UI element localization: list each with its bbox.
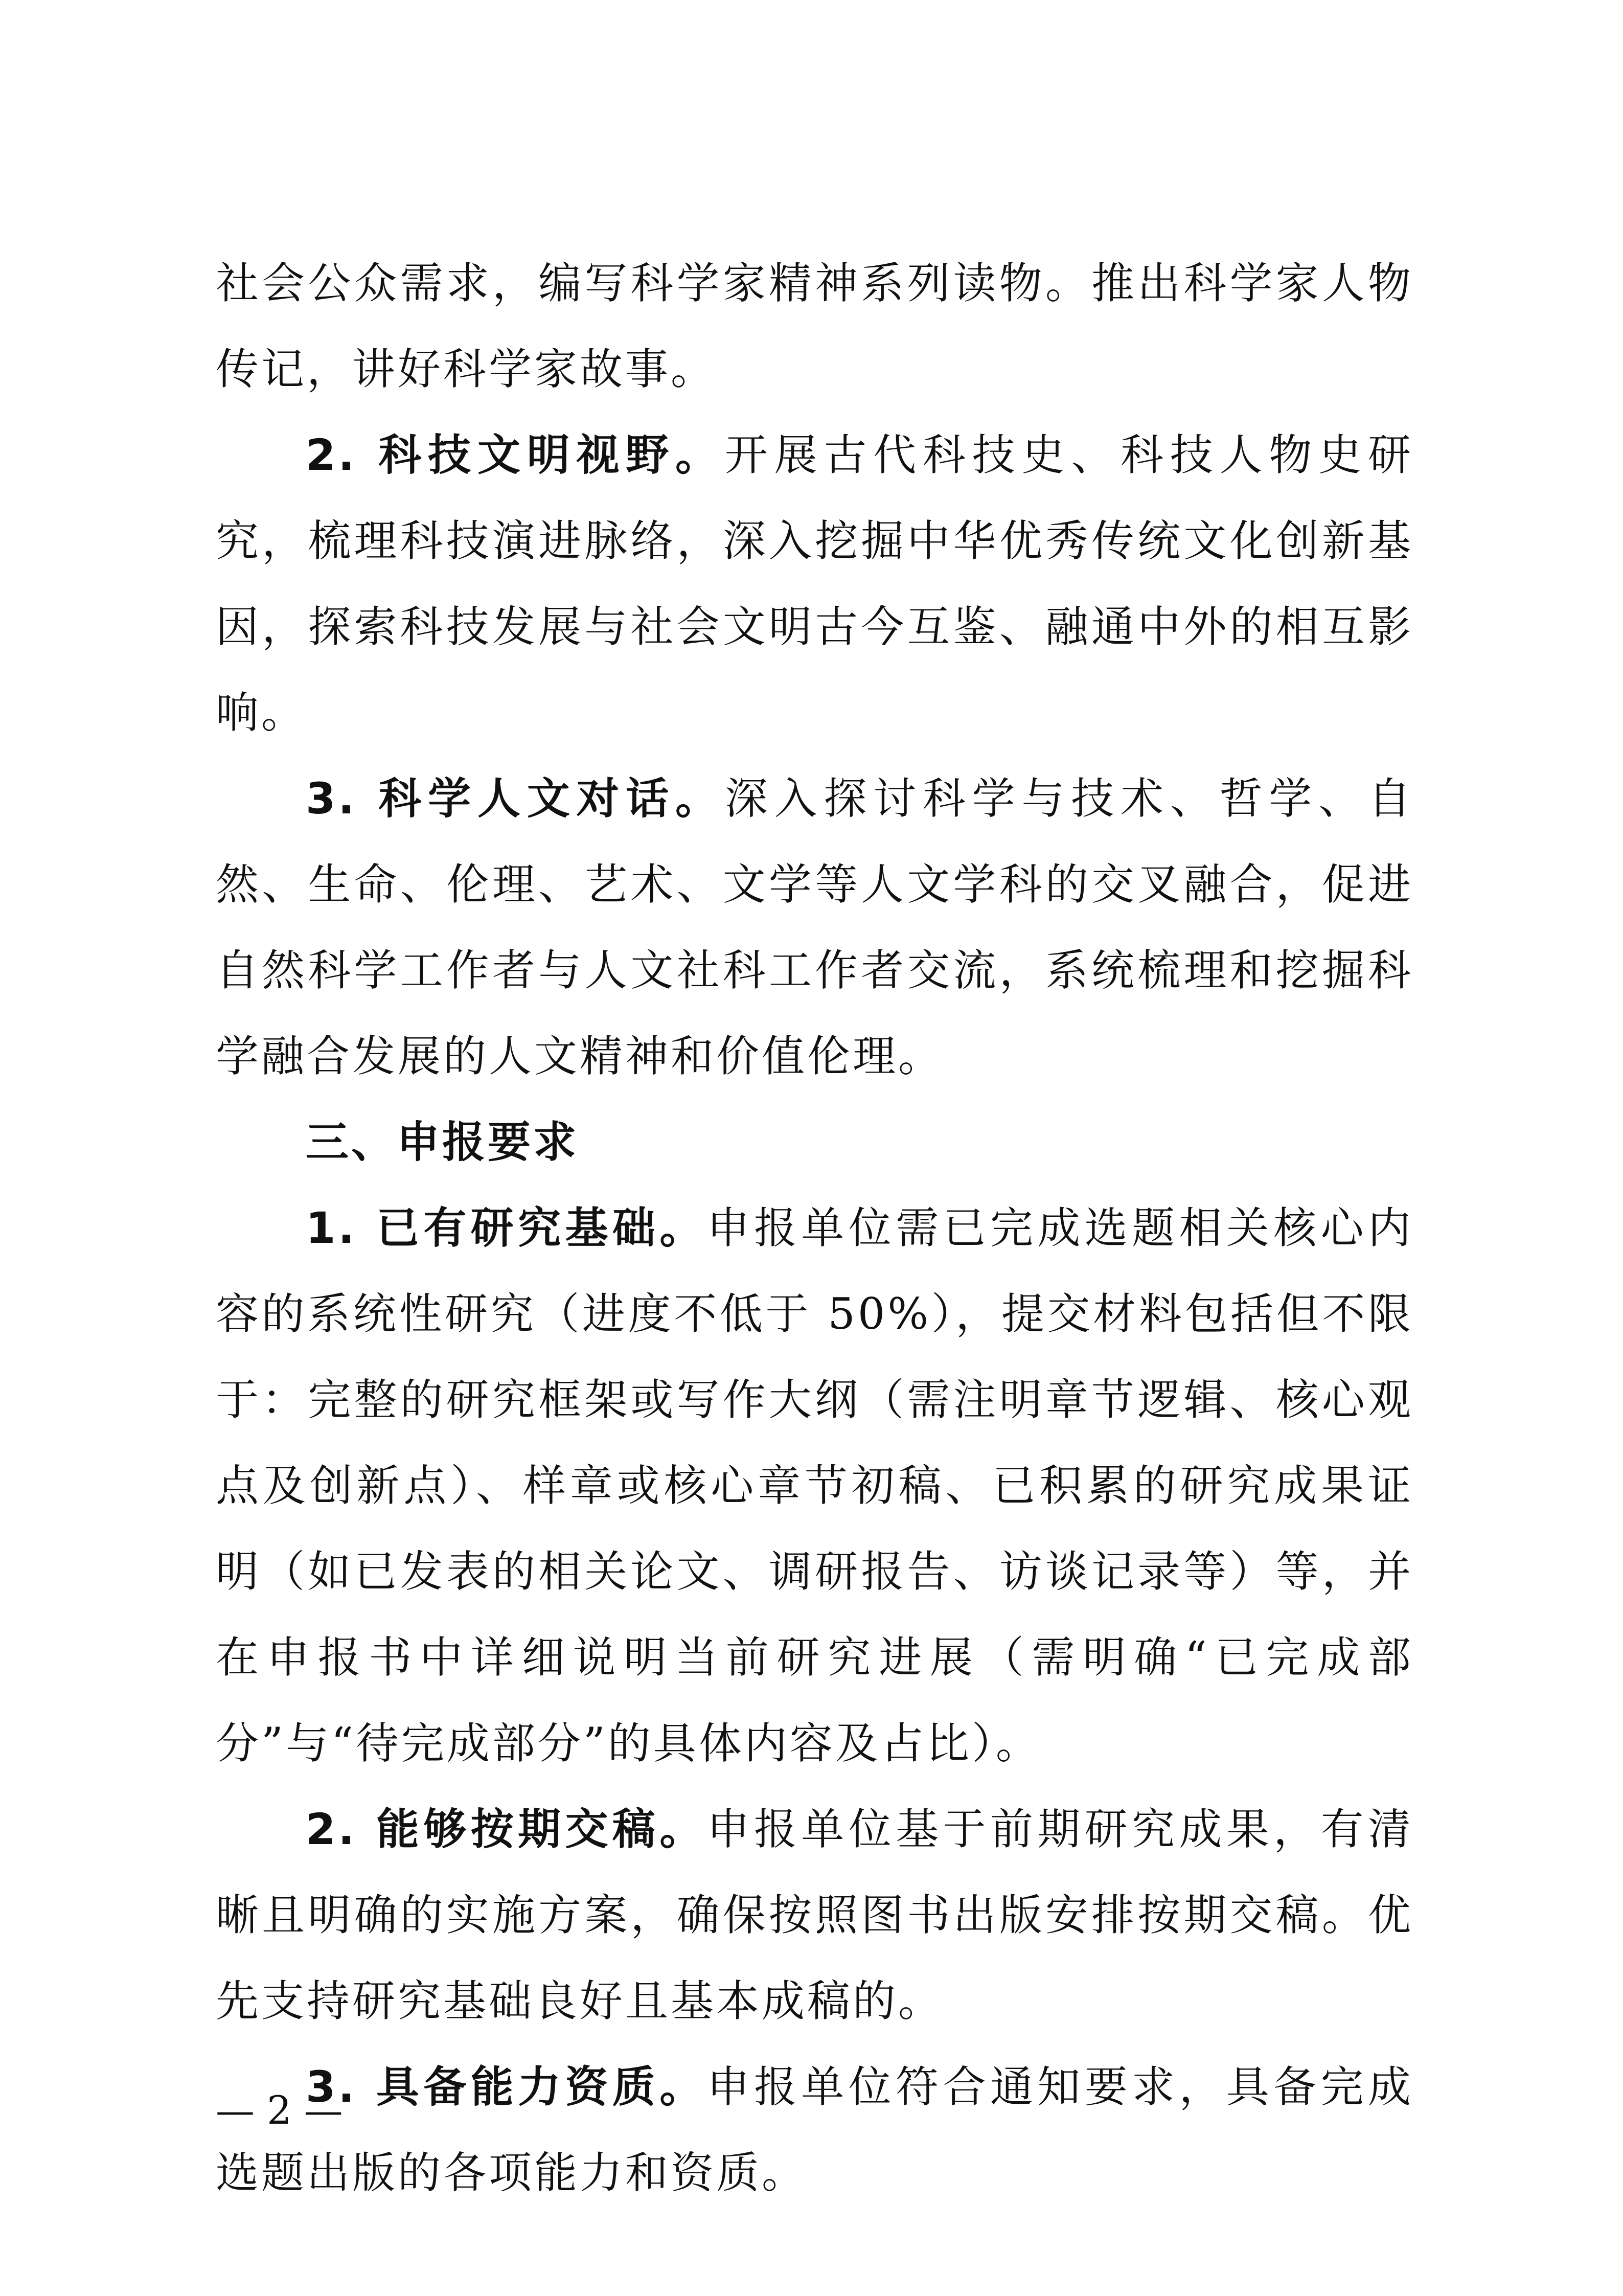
page-number: — 2 —: [216, 2087, 343, 2133]
paragraph-text: 社会公众需求，编写科学家精神系列读物。推出科学家人物传记，讲好科学家故事。: [216, 258, 1413, 394]
requirement-on-time-delivery: [216, 1786, 1413, 2044]
paragraph-continuation: [216, 240, 1413, 412]
requirement-lead: 1. 已有研究基础。: [306, 1203, 707, 1253]
requirement-text: 申报单位符合通知要求，具备完成选题出版的各项能力和资质。: [216, 2062, 1413, 2198]
requirement-research-basis: [216, 1185, 1413, 1786]
requirement-lead: 3. 具备能力资质。: [306, 2062, 707, 2112]
requirement-text: 申报单位基于前期研究成果，有清晰且明确的实施方案，确保按照图书出版安排按期交稿。优先支持研究基础良好且基本成稿的。: [216, 1804, 1413, 2026]
paragraph-lead: 2. 科技文明视野。: [306, 430, 725, 480]
requirement-qualification: [216, 2044, 1413, 2216]
requirement-lead: 2. 能够按期交稿。: [306, 1804, 707, 1854]
paragraph-text: 开展古代科技史、科技人物史研究，梳理科技演进脉络，深入挖掘中华优秀传统文化创新基因，探索科技发展与社会文明古今互鉴、融通中外的相互影响。: [216, 430, 1413, 738]
requirement-text: 申报单位需已完成选题相关核心内容的系统性研究（进度不低于 50%），提交材料包括但不限于：完整的研究框架或写作大纲（需注明章节逻辑、核心观点及创新点）、样章或核心章节初稿、已积累的研究成果证明（如已发表的相关论文、调研报告、访谈记录等）等，并在申报书中详细说明当前研究进展（需明确“已完成部分”与“待完成部分”的具体内容及占比）。: [216, 1203, 1413, 1768]
paragraph-lead: 3. 科学人文对话。: [306, 774, 725, 824]
section-heading: 三、申报要求: [306, 1117, 579, 1167]
paragraph-text: 深入探讨科学与技术、哲学、自然、生命、伦理、艺术、文学等人文学科的交叉融合，促进自然科学工作者与人文社科工作者交流，系统梳理和挖掘科学融合发展的人文精神和价值伦理。: [216, 774, 1413, 1081]
paragraph-tech-civilization: [216, 412, 1413, 756]
document-body: [216, 240, 1413, 2216]
paragraph-science-humanities: [216, 756, 1413, 1099]
